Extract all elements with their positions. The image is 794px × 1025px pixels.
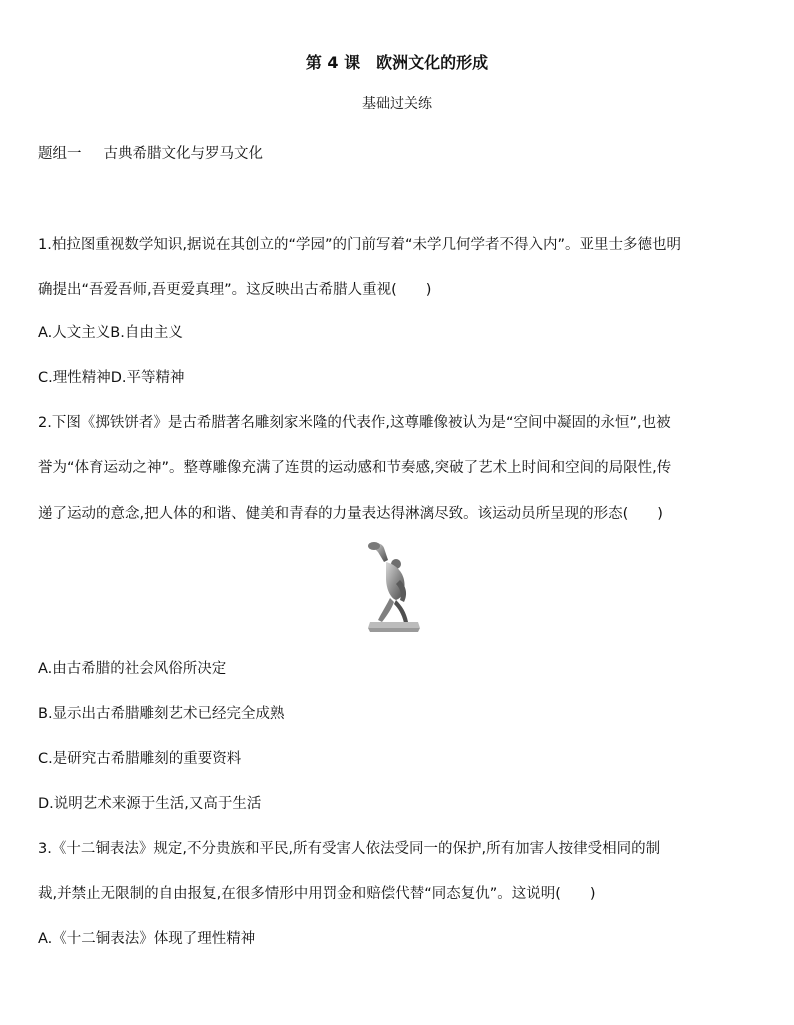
q3-text-line1: 3.《十二铜表法》规定,不分贵族和平民,所有受害人依法受同一的保护,所有加害人按律受相同的制 [38, 841, 661, 857]
group-name: 古典希腊文化与罗马文化 [103, 146, 263, 162]
q1-options-row1 [38, 321, 183, 342]
question-group-heading [38, 142, 263, 163]
q1-text-line2: 确提出“吾爱吾师,吾更爱真理”。这反映出古希腊人重视( ) [38, 282, 432, 298]
q2-text-line2: 誉为“体育运动之神”。整尊雕像充满了连贯的运动感和节奏感,突破了艺术上时间和空间的局限性,传 [38, 460, 672, 476]
group-label: 题组一 [38, 146, 82, 162]
q1-option-d[interactable]: D.平等精神 [110, 370, 185, 386]
discobolus-statue-image [362, 540, 424, 634]
section-subtitle: 基础过关练 [362, 96, 432, 112]
q2-option-b[interactable]: B.显示出古希腊雕刻艺术已经完全成熟 [38, 706, 285, 722]
q1-options-row2 [38, 366, 185, 387]
q2-text-line1: 2.下图《掷铁饼者》是古希腊著名雕刻家米隆的代表作,这尊雕像被认为是“空间中凝固的永恒”,也被 [38, 415, 671, 431]
q1-option-c[interactable]: C.理性精神 [38, 370, 111, 386]
q3-option-a[interactable]: A.《十二铜表法》体现了理性精神 [38, 931, 256, 947]
q2-option-c[interactable]: C.是研究古希腊雕刻的重要资料 [38, 751, 242, 767]
q2-option-d[interactable]: D.说明艺术来源于生活,又高于生活 [38, 796, 262, 812]
q2-option-a[interactable]: A.由古希腊的社会风俗所决定 [38, 661, 227, 677]
q1-option-b[interactable]: B.自由主义 [110, 325, 183, 341]
q2-text-line3: 递了运动的意念,把人体的和谐、健美和青春的力量表达得淋漓尽致。该运动员所呈现的形态( ) [38, 506, 663, 522]
q3-text-line2: 裁,并禁止无限制的自由报复,在很多情形中用罚金和赔偿代替“同态复仇”。这说明( ) [38, 886, 596, 902]
lesson-title: 第 4 课 欧洲文化的形成 [305, 53, 489, 72]
q1-text-line1: 1.柏拉图重视数学知识,据说在其创立的“学园”的门前写着“未学几何学者不得入内”。亚里士多德也明 [38, 237, 681, 253]
q1-option-a[interactable]: A.人文主义 [38, 325, 111, 341]
